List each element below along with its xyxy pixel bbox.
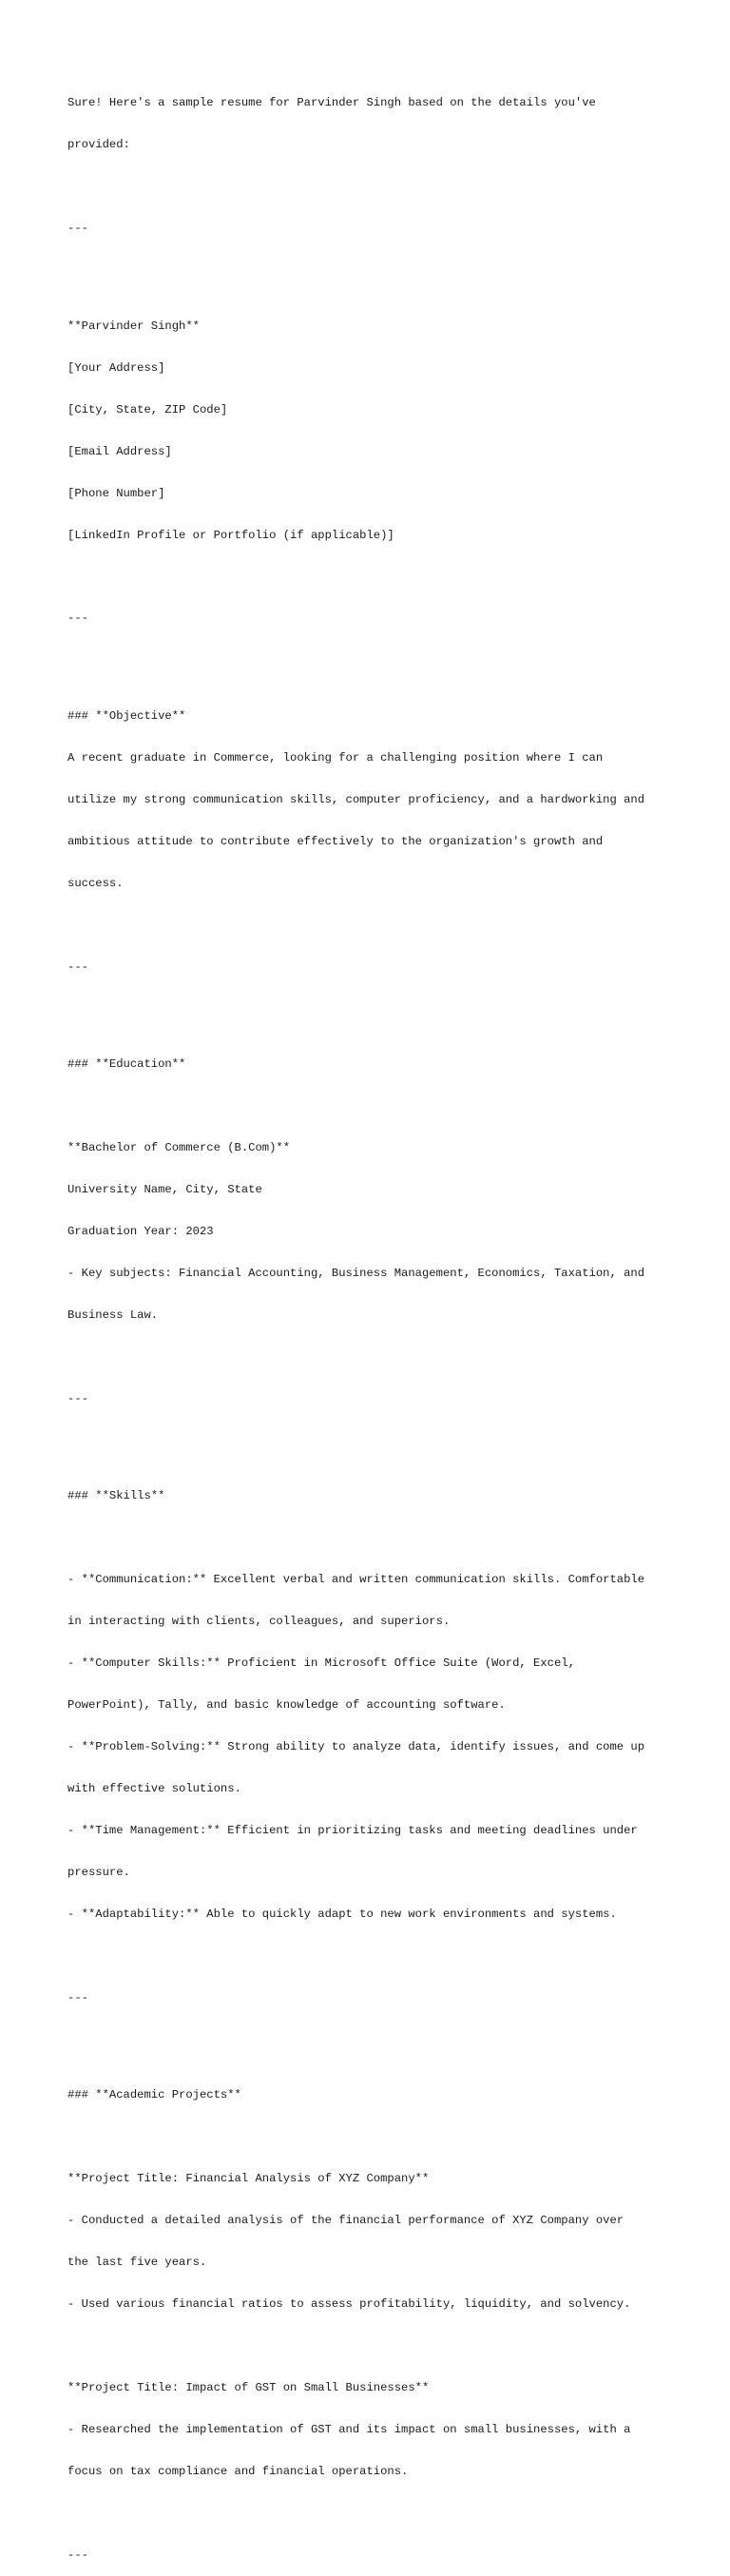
skills-heading: ### **Skills** bbox=[67, 1489, 165, 1503]
contact-email: [Email Address] bbox=[67, 444, 172, 458]
blank-line bbox=[67, 570, 676, 584]
blank-line bbox=[67, 1531, 676, 1545]
skills-line: - **Computer Skills:** Proficient in Microsoft Office Suite (Word, Excel, bbox=[67, 1656, 575, 1671]
contact-linkedin: [LinkedIn Profile or Portfolio (if applicable)] bbox=[67, 528, 394, 542]
education-university: University Name, City, State bbox=[67, 1183, 262, 1197]
contact-name: **Parvinder Singh** bbox=[67, 319, 200, 333]
separator: --- bbox=[67, 1391, 88, 1405]
blank-line bbox=[67, 2507, 676, 2521]
intro-line: provided: bbox=[67, 138, 130, 152]
separator: --- bbox=[67, 611, 88, 626]
project-line: focus on tax compliance and financial operations. bbox=[67, 2465, 409, 2479]
project-line: the last five years. bbox=[67, 2256, 207, 2270]
contact-phone: [Phone Number] bbox=[67, 486, 165, 500]
skills-line: - **Adaptability:** Able to quickly adapt to new work environments and systems. bbox=[67, 1907, 617, 1921]
education-graduation: Graduation Year: 2023 bbox=[67, 1225, 214, 1239]
education-subjects: - Key subjects: Financial Accounting, Business Management, Economics, Taxation, and bbox=[67, 1267, 645, 1281]
skills-line: - **Communication:** Excellent verbal and written communication skills. Comfortable bbox=[67, 1573, 645, 1587]
blank-line bbox=[67, 2033, 676, 2047]
skills-line: in interacting with clients, colleagues, and superiors. bbox=[67, 1615, 451, 1629]
skills-line: - **Time Management:** Efficient in prioritizing tasks and meeting deadlines under bbox=[67, 1824, 638, 1838]
project-line: - Researched the implementation of GST and its impact on small businesses, with a bbox=[67, 2423, 631, 2437]
objective-line: ambitious attitude to contribute effectively to the organization's growth and bbox=[67, 834, 604, 848]
project-line: - Conducted a detailed analysis of the financial performance of XYZ Company over bbox=[67, 2214, 624, 2228]
objective-heading: ### **Objective** bbox=[67, 708, 186, 723]
contact-address: [Your Address] bbox=[67, 360, 165, 375]
objective-line: success. bbox=[67, 876, 124, 890]
intro-line: Sure! Here's a sample resume for Parvinder Singh based on the details you've bbox=[67, 96, 596, 110]
blank-line bbox=[67, 2339, 676, 2353]
objective-line: A recent graduate in Commerce, looking for a challenging position where I can bbox=[67, 750, 604, 765]
skills-line: pressure. bbox=[67, 1866, 130, 1880]
blank-line bbox=[67, 653, 676, 668]
blank-line bbox=[67, 1350, 676, 1365]
skills-line: - **Problem-Solving:** Strong ability to analyze data, identify issues, and come up bbox=[67, 1740, 645, 1754]
blank-line bbox=[67, 919, 676, 933]
education-degree: **Bachelor of Commerce (B.Com)** bbox=[67, 1141, 291, 1155]
project-title: **Project Title: Impact of GST on Small Businesses** bbox=[67, 2381, 430, 2395]
skills-line: PowerPoint), Tally, and basic knowledge of accounting software. bbox=[67, 1698, 506, 1713]
projects-heading: ### **Academic Projects** bbox=[67, 2088, 241, 2102]
education-heading: ### **Education** bbox=[67, 1057, 186, 1072]
blank-line bbox=[67, 2130, 676, 2144]
blank-line bbox=[67, 1099, 676, 1114]
objective-line: utilize my strong communication skills, computer proficiency, and a hardworking and bbox=[67, 792, 645, 806]
separator: --- bbox=[67, 222, 88, 236]
contact-city: [City, State, ZIP Code] bbox=[67, 402, 228, 416]
education-subjects: Business Law. bbox=[67, 1307, 159, 1322]
blank-line bbox=[67, 1002, 676, 1017]
separator: --- bbox=[67, 959, 88, 974]
separator: --- bbox=[67, 2547, 88, 2562]
blank-line bbox=[67, 263, 676, 278]
resume-document bbox=[67, 68, 676, 2576]
project-line: - Used various financial ratios to assess profitability, liquidity, and solvency. bbox=[67, 2297, 631, 2312]
blank-line bbox=[67, 1434, 676, 1448]
skills-line: with effective solutions. bbox=[67, 1782, 241, 1796]
blank-line bbox=[67, 1949, 676, 1964]
project-title: **Project Title: Financial Analysis of XYZ Company** bbox=[67, 2172, 430, 2186]
separator: --- bbox=[67, 1990, 88, 2005]
blank-line bbox=[67, 180, 676, 194]
